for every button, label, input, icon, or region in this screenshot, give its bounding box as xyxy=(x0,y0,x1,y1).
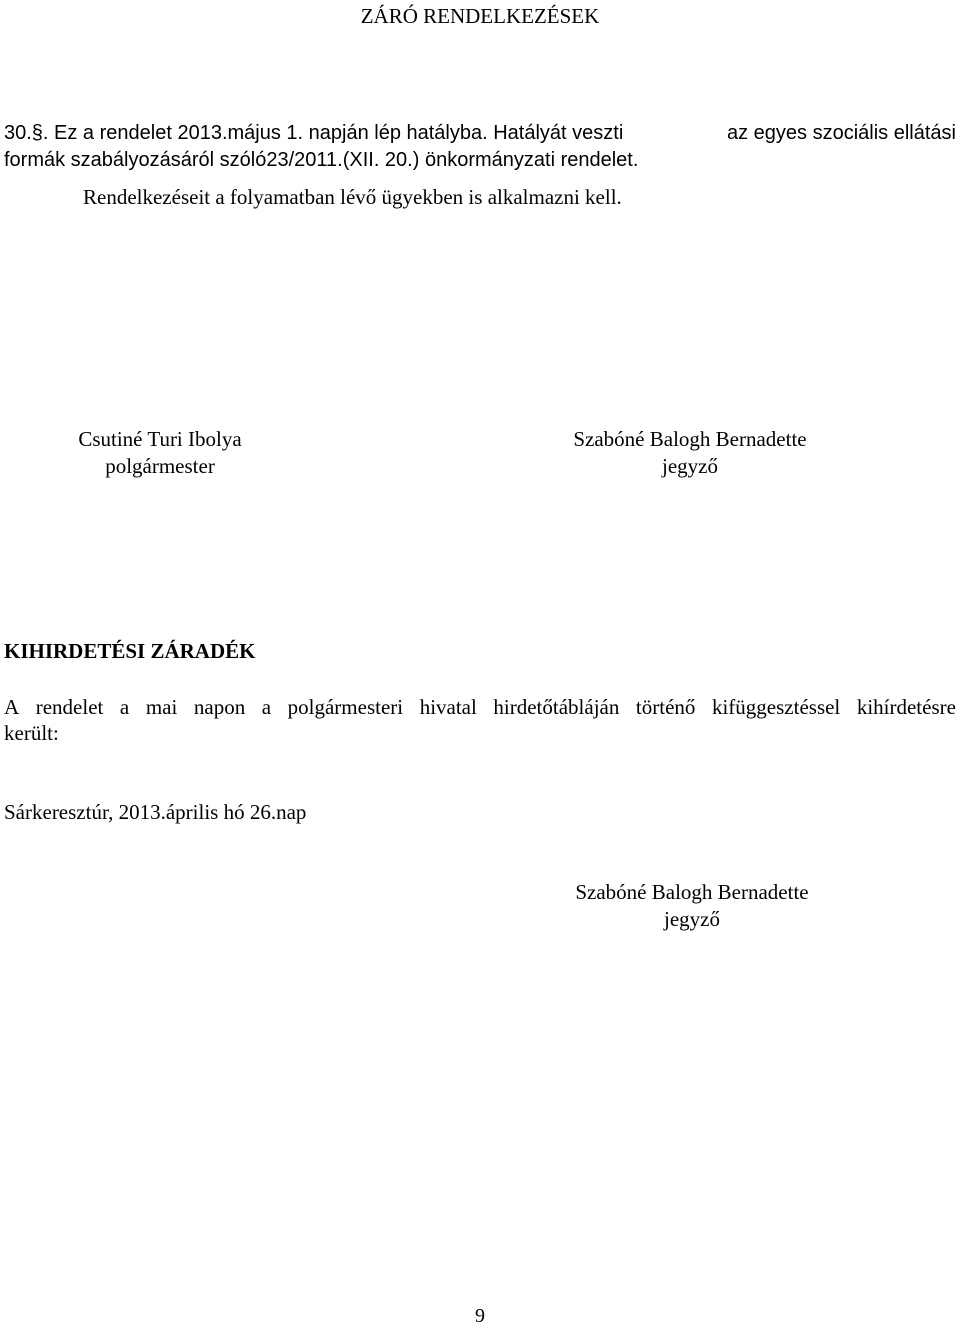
document-title: ZÁRÓ RENDELKEZÉSEK xyxy=(360,4,600,28)
word: kifüggesztéssel xyxy=(711,695,841,719)
page-number: 9 xyxy=(475,1305,485,1327)
signature-block-mayor xyxy=(40,426,280,480)
word: polgármesteri xyxy=(287,695,404,719)
paragraph-line-1 xyxy=(4,120,956,147)
word: A xyxy=(4,695,20,719)
word: a xyxy=(119,695,130,719)
word: a xyxy=(261,695,272,719)
word: hivatal xyxy=(419,695,477,719)
signature-block-announcement xyxy=(552,879,832,933)
paragraph-line-1-right: az egyes szociális ellátási xyxy=(727,122,956,144)
word: napon xyxy=(193,695,246,719)
word: történő xyxy=(635,695,696,719)
announcement-heading: KIHIRDETÉSI ZÁRADÉK xyxy=(4,639,256,663)
word: hirdetőtábláján xyxy=(493,695,620,719)
paragraph-line-1-left: 30.§. Ez a rendelet 2013.május 1. napján lép hatályba. Hatályát veszti xyxy=(4,122,624,144)
notary-name: Szabóné Balogh Bernadette xyxy=(573,427,807,451)
announcement-signer-title: jegyző xyxy=(664,907,720,931)
mayor-name: Csutiné Turi Ibolya xyxy=(78,427,242,451)
word: kihírdetésre xyxy=(856,695,956,719)
word: mai xyxy=(145,695,178,719)
paragraph-line-2: formák szabályozásáról szóló23/2011.(XII. 20.) önkormányzati rendelet. xyxy=(4,149,639,171)
announcement-line-1 xyxy=(4,694,956,720)
announcement-paragraph xyxy=(4,694,956,746)
announcement-signer-name: Szabóné Balogh Bernadette xyxy=(575,880,809,904)
word: rendelet xyxy=(35,695,104,719)
paragraph-line-3: Rendelkezéseit a folyamatban lévő ügyekben is alkalmazni kell. xyxy=(83,185,622,209)
announcement-line-2: került: xyxy=(4,721,59,745)
notary-title: jegyző xyxy=(662,454,718,478)
signature-block-notary xyxy=(540,426,840,480)
place-and-date: Sárkeresztúr, 2013.április hó 26.nap xyxy=(4,800,307,824)
mayor-title: polgármester xyxy=(105,454,215,478)
closing-provisions-paragraph xyxy=(4,120,956,174)
